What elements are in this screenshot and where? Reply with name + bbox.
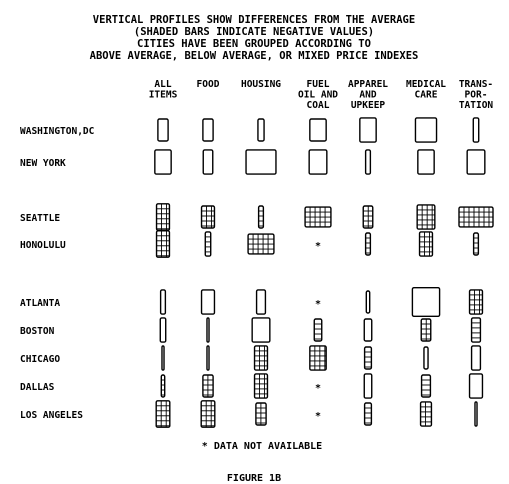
bar-open bbox=[467, 150, 485, 174]
column-header-transport: TATION bbox=[458, 100, 494, 111]
bar-outline bbox=[420, 232, 433, 256]
bar-outline bbox=[310, 346, 326, 370]
bar-shaded bbox=[363, 206, 373, 228]
city-label: DALLAS bbox=[20, 382, 55, 393]
bar-outline bbox=[366, 150, 371, 174]
bar-outline bbox=[474, 233, 479, 255]
bar-shaded bbox=[420, 232, 433, 256]
bar-shaded bbox=[156, 401, 170, 427]
bars bbox=[155, 118, 493, 427]
bar-outline bbox=[160, 318, 165, 342]
bar-shaded bbox=[314, 319, 321, 341]
missing-data-marker: * bbox=[314, 241, 322, 252]
title-line: (SHADED BARS INDICATE NEGATIVE VALUES) bbox=[133, 26, 375, 38]
bar-outline bbox=[365, 403, 372, 425]
bar-open bbox=[475, 402, 477, 426]
bar-shaded bbox=[472, 318, 481, 342]
title-line: CITIES HAVE BEEN GROUPED ACCORDING TO bbox=[137, 38, 371, 50]
column-header-housing: HOUSING bbox=[240, 79, 282, 90]
city-label: NEW YORK bbox=[20, 158, 66, 169]
bar-open bbox=[360, 118, 376, 142]
bar-outline bbox=[364, 374, 371, 398]
bar-shaded bbox=[255, 374, 268, 398]
bar-outline bbox=[418, 150, 434, 174]
city-label: CHICAGO bbox=[20, 354, 61, 365]
bar-outline bbox=[467, 150, 485, 174]
bar-outline bbox=[415, 118, 436, 142]
bar-open bbox=[207, 318, 209, 342]
bar-outline bbox=[366, 233, 371, 255]
city-label: HONOLULU bbox=[20, 240, 66, 251]
bar-open bbox=[203, 150, 213, 174]
bar-outline bbox=[161, 290, 166, 314]
bar-outline bbox=[364, 319, 371, 341]
bar-shaded bbox=[259, 206, 264, 228]
bar-outline bbox=[472, 346, 481, 370]
bar-shaded bbox=[459, 207, 493, 227]
bar-shaded bbox=[201, 401, 215, 427]
bar-shaded bbox=[256, 403, 266, 425]
column-header-transport: TRANS- bbox=[458, 79, 494, 90]
missing-data-marker: * bbox=[314, 411, 322, 422]
bar-outline bbox=[424, 347, 428, 369]
bar-shaded bbox=[421, 402, 432, 426]
bar-shaded bbox=[305, 207, 331, 227]
bar-open bbox=[366, 291, 369, 313]
bar-outline bbox=[365, 347, 372, 369]
chart-title bbox=[90, 14, 419, 62]
bar-outline bbox=[161, 375, 164, 397]
bar-outline bbox=[207, 318, 209, 342]
city-label: LOS ANGELES bbox=[20, 410, 83, 421]
bar-open bbox=[202, 290, 215, 314]
bar-outline bbox=[157, 231, 170, 257]
bar-open bbox=[412, 288, 439, 317]
missing-data-marker: * bbox=[314, 299, 322, 310]
city-label: SEATTLE bbox=[20, 213, 61, 224]
bar-open bbox=[424, 347, 428, 369]
column-headers bbox=[149, 79, 494, 111]
bar-outline bbox=[314, 319, 321, 341]
bar-shaded bbox=[157, 204, 170, 230]
bar-open bbox=[310, 119, 326, 141]
column-header-apparel: UPKEEP bbox=[350, 100, 386, 111]
bar-open bbox=[364, 374, 371, 398]
bar-outline bbox=[472, 318, 481, 342]
bar-outline bbox=[205, 232, 210, 256]
bar-outline bbox=[258, 119, 264, 141]
bar-shaded bbox=[202, 206, 215, 228]
column-header-apparel: AND bbox=[359, 89, 377, 101]
city-label: WASHINGTON,DC bbox=[20, 126, 95, 137]
missing-data-marker: * bbox=[314, 383, 322, 394]
bar-open bbox=[162, 346, 164, 370]
bar-shaded bbox=[203, 375, 213, 397]
bar-open bbox=[473, 118, 478, 142]
bar-open bbox=[246, 150, 276, 174]
bar-outline bbox=[157, 204, 170, 230]
bar-open bbox=[161, 290, 166, 314]
column-header-fuel: FUEL bbox=[306, 79, 330, 90]
bar-outline bbox=[158, 119, 168, 141]
bar-shaded bbox=[470, 290, 483, 314]
column-header-food: FOOD bbox=[196, 79, 220, 90]
bar-outline bbox=[203, 150, 213, 174]
column-header-fuel: OIL AND bbox=[297, 89, 339, 101]
bar-open bbox=[258, 119, 264, 141]
bar-open bbox=[470, 374, 483, 398]
bar-outline bbox=[252, 318, 270, 342]
bar-shaded bbox=[157, 231, 170, 257]
bar-open bbox=[472, 346, 481, 370]
column-header-medical: MEDICAL bbox=[405, 79, 447, 90]
bar-outline bbox=[473, 118, 478, 142]
figure-caption: FIGURE 1B bbox=[226, 473, 282, 484]
bar-open bbox=[252, 318, 270, 342]
bar-outline bbox=[257, 290, 266, 314]
city-label: ATLANTA bbox=[20, 298, 61, 309]
row-labels bbox=[20, 126, 95, 421]
bar-outline bbox=[203, 119, 213, 141]
bar-outline bbox=[412, 288, 439, 317]
bar-shaded bbox=[255, 346, 268, 370]
bar-outline bbox=[366, 291, 369, 313]
bar-outline bbox=[162, 346, 164, 370]
bar-shaded bbox=[365, 347, 372, 369]
bar-open bbox=[364, 319, 371, 341]
bar-open bbox=[257, 290, 266, 314]
column-header-all_items: ALL bbox=[154, 79, 172, 90]
bar-shaded bbox=[365, 403, 372, 425]
bar-shaded bbox=[417, 205, 435, 229]
column-header-medical: CARE bbox=[414, 89, 438, 101]
bar-open bbox=[418, 150, 434, 174]
bar-open bbox=[160, 318, 165, 342]
bar-open bbox=[203, 119, 213, 141]
bar-shaded bbox=[474, 233, 479, 255]
bar-outline bbox=[470, 290, 483, 314]
city-label: BOSTON bbox=[20, 326, 55, 337]
bar-outline bbox=[475, 402, 477, 426]
bar-open bbox=[415, 118, 436, 142]
bar-outline bbox=[310, 119, 326, 141]
bar-open bbox=[309, 150, 327, 174]
bar-outline bbox=[255, 346, 268, 370]
column-header-all_items: ITEMS bbox=[148, 89, 178, 101]
bar-shaded bbox=[205, 232, 210, 256]
title-line: ABOVE AVERAGE, BELOW AVERAGE, OR MIXED PRICE INDEXES bbox=[89, 50, 419, 62]
bar-shaded bbox=[248, 234, 274, 254]
bar-shaded bbox=[422, 375, 431, 397]
bar-open bbox=[155, 150, 171, 174]
bar-outline bbox=[422, 375, 431, 397]
title-line: VERTICAL PROFILES SHOW DIFFERENCES FROM THE AVERAGE bbox=[92, 14, 416, 26]
bar-shaded bbox=[161, 375, 164, 397]
bar-open bbox=[158, 119, 168, 141]
bar-outline bbox=[246, 150, 276, 174]
bar-outline bbox=[156, 401, 170, 427]
bar-open bbox=[207, 346, 209, 370]
bar-open bbox=[366, 150, 371, 174]
column-header-transport: POR- bbox=[464, 89, 488, 101]
bar-outline bbox=[155, 150, 171, 174]
column-header-apparel: APPAREL bbox=[347, 79, 389, 90]
bar-outline bbox=[255, 374, 268, 398]
bar-outline bbox=[201, 401, 215, 427]
bar-outline bbox=[360, 118, 376, 142]
bar-outline bbox=[202, 206, 215, 228]
column-header-fuel: COAL bbox=[306, 100, 330, 111]
bar-outline bbox=[470, 374, 483, 398]
bar-outline bbox=[259, 206, 264, 228]
bar-shaded bbox=[366, 233, 371, 255]
bar-outline bbox=[207, 346, 209, 370]
bar-outline bbox=[309, 150, 327, 174]
bar-shaded bbox=[310, 346, 326, 370]
bar-shaded bbox=[421, 319, 431, 341]
footnote: * DATA NOT AVAILABLE bbox=[201, 441, 323, 452]
bar-outline bbox=[202, 290, 215, 314]
